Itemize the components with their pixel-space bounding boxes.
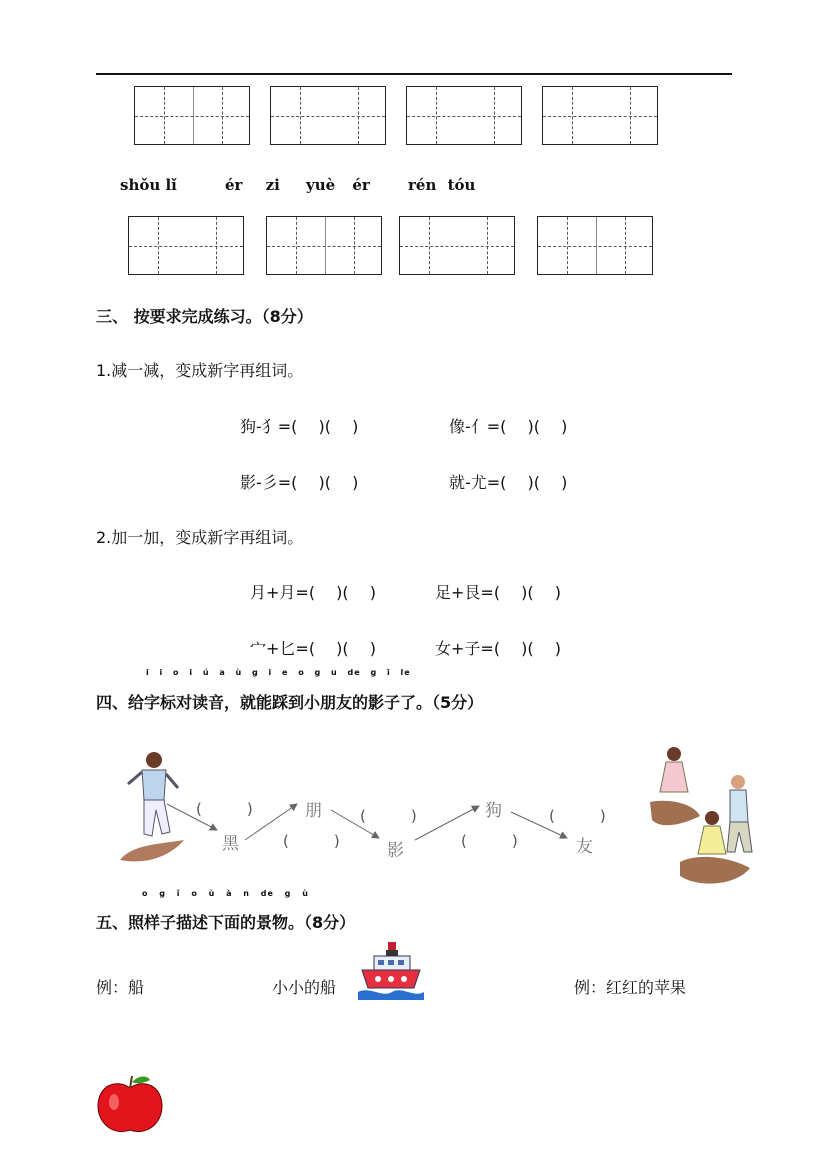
paren-3[interactable]: ( ) — [360, 807, 417, 825]
char-you: 友 — [576, 837, 593, 857]
q2-item-4: 女+子=( )( ) — [435, 639, 561, 658]
section4-title: 四、给字标对读音，就能踩到小朋友的影子了。（5分） — [96, 693, 484, 712]
tiny-pinyin-2: o g ǐ o ù à n de g ù — [142, 889, 309, 898]
apple-illustration — [96, 1074, 164, 1138]
paren-1[interactable]: ( ) — [196, 800, 253, 818]
char-gou: 狗 — [485, 801, 502, 821]
q1-item-1: 狗-犭=( )( ) — [240, 417, 359, 436]
pinyin-4: rén tóu — [408, 176, 476, 194]
example1-label: 例：船 — [96, 978, 145, 997]
paren-4[interactable]: ( ) — [461, 832, 518, 850]
q1-item-4: 就-尤=( )( ) — [449, 473, 568, 492]
boat-illustration — [356, 940, 426, 1006]
writing-grid[interactable] — [406, 86, 522, 145]
example1-answer: 小小的船 — [272, 978, 337, 997]
q2-item-3: 宀+匕=( )( ) — [250, 639, 376, 658]
char-peng: 朋 — [305, 801, 322, 821]
char-ying: 影 — [387, 841, 404, 861]
q2-prompt: 2.加一加，变成新字再组词。 — [96, 528, 304, 547]
q2-item-1: 月+月=( )( ) — [250, 583, 376, 602]
pinyin-1: shǒu lǐ — [120, 176, 177, 194]
pinyin-3: yuè ér — [306, 176, 370, 194]
children-playing-illustration — [640, 742, 764, 890]
writing-grid[interactable] — [399, 216, 515, 275]
pinyin-2: ér zi — [225, 176, 280, 194]
example2: 例：红红的苹果 — [574, 978, 687, 997]
q2-item-2: 足+艮=( )( ) — [435, 583, 561, 602]
writing-grid[interactable] — [542, 86, 658, 145]
writing-grid[interactable] — [266, 216, 382, 275]
section3-title: 三、 按要求完成练习。（8分） — [96, 307, 313, 326]
q1-item-3: 影-彡=( )( ) — [240, 473, 359, 492]
paren-2[interactable]: ( ) — [283, 832, 340, 850]
writing-grid[interactable] — [134, 86, 250, 145]
top-rule — [96, 73, 732, 75]
writing-grid[interactable] — [270, 86, 386, 145]
tiny-pinyin-1: i i o i ú a ù g i e o g u de g ī le — [146, 668, 411, 677]
paren-5[interactable]: ( ) — [549, 807, 606, 825]
writing-grid[interactable] — [128, 216, 244, 275]
section5-title: 五、照样子描述下面的景物。（8分） — [96, 913, 356, 932]
q1-prompt: 1.减一减，变成新字再组词。 — [96, 361, 304, 380]
writing-grid[interactable] — [537, 216, 653, 275]
q1-item-2: 像-亻=( )( ) — [449, 417, 568, 436]
char-hei: 黑 — [222, 834, 239, 854]
